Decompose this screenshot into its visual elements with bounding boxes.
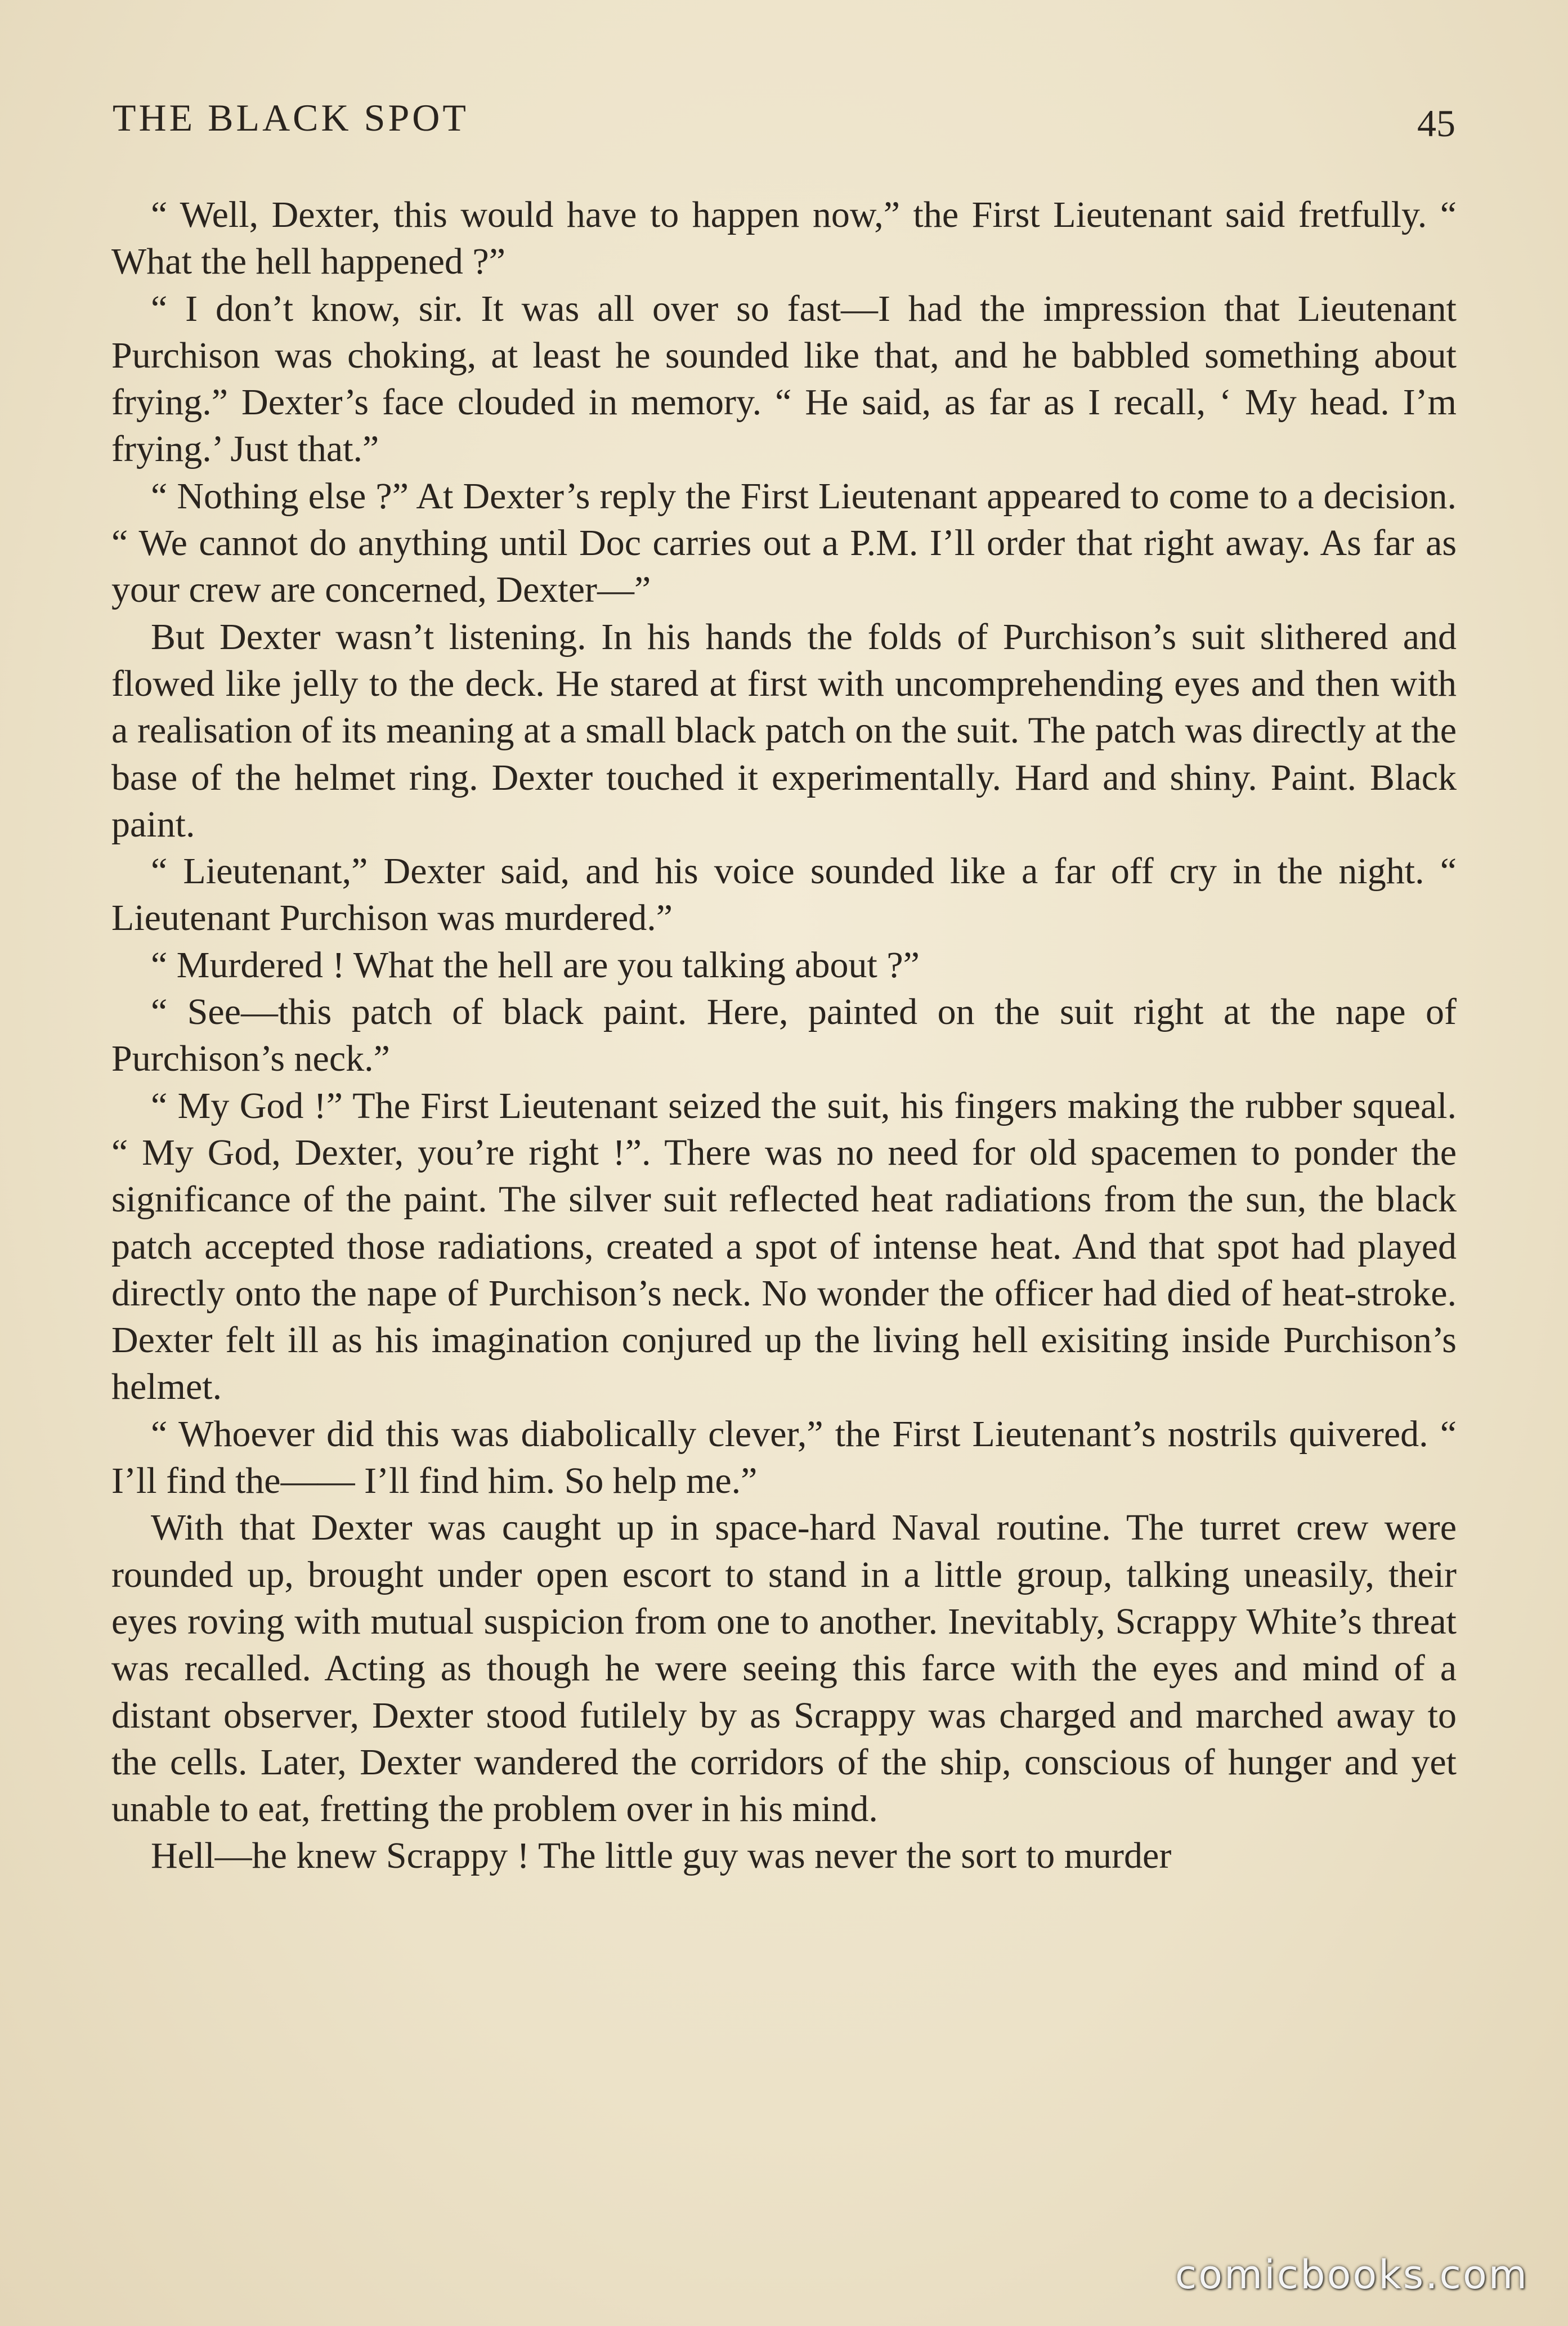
body-text	[111, 191, 1457, 2195]
paragraph: “ I don’t know, sir. It was all over so fast—I had the impression that Lieutenant Purchison was choking, at least he sounded like that, and he babbled something about frying.” Dexter’s face clouded in memory. “ He said, as far as I recall, ‘ My head. I’m frying.’ Just that.”	[111, 288, 1457, 470]
paragraph: “ Whoever did this was diabolically clever,” the First Lieutenant’s nostrils quivered. “ I’ll find the—— I’ll find him. So help me.”	[111, 1413, 1457, 1502]
page-header	[113, 96, 1455, 158]
paragraph: But Dexter wasn’t listening. In his hands the folds of Purchison’s suit slithered and flowed like jelly to the deck. He stared at first with uncomprehending eyes and then with a realisation of its meaning at a small black patch on the suit. The patch was directly at the base of the helmet ring. Dexter touched it experimentally. Hard and shiny. Paint. Black paint.	[111, 616, 1457, 845]
page-number: 45	[1417, 102, 1455, 145]
paragraph: Hell—he knew Scrappy ! The little guy was never the sort to murder	[151, 1835, 1172, 1877]
watermark: comicbooks.com	[1175, 2252, 1529, 2298]
paragraph: “ Well, Dexter, this would have to happen now,” the First Lieutenant said fretfully. “ What the hell happened ?”	[111, 194, 1457, 283]
paragraph: “ See—this patch of black paint. Here, painted on the suit right at the nape of Purchison’s neck.”	[111, 991, 1457, 1080]
paragraph: With that Dexter was caught up in space-hard Naval routine. The turret crew were rounded up, brought under open escort to stand in a little group, talking uneasily, their eyes roving with mutual suspicion from one to another. Inevitably, Scrappy White’s threat was recalled. Acting as though he were seeing this farce with the eyes and mind of a distant observer, Dexter stood futilely by as Scrappy was charged and marched away to the cells. Later, Dexter wandered the corridors of the ship, conscious of hunger and yet unable to eat, fretting the problem over in his mind.	[111, 1507, 1457, 1830]
paragraph: “ My God !” The First Lieutenant seized the suit, his fingers making the rubber squeal. “ My God, Dexter, you’re right !”. There was no need for old spacemen to ponder the significance of the paint. The silver suit reflected heat radiations from the sun, the black patch accepted those radiations, created a spot of intense heat. And that spot had played directly onto the nape of Purchison’s neck. No wonder the officer had died of heat-stroke. Dexter felt ill as his imagination conjured up the living hell exisiting inside Purchison’s helmet.	[111, 1085, 1457, 1408]
running-title: THE BLACK SPOT	[113, 96, 469, 139]
paragraph: “ Murdered ! What the hell are you talking about ?”	[151, 944, 920, 986]
paragraph: “ Lieutenant,” Dexter said, and his voice sounded like a far off cry in the night. “ Lieutenant Purchison was murdered.”	[111, 851, 1457, 939]
paragraph: “ Nothing else ?” At Dexter’s reply the First Lieutenant appeared to come to a decision. “ We cannot do anything until Doc carries out a P.M. I’ll order that right away. As far as your crew are concerned, Dexter—”	[111, 475, 1457, 611]
